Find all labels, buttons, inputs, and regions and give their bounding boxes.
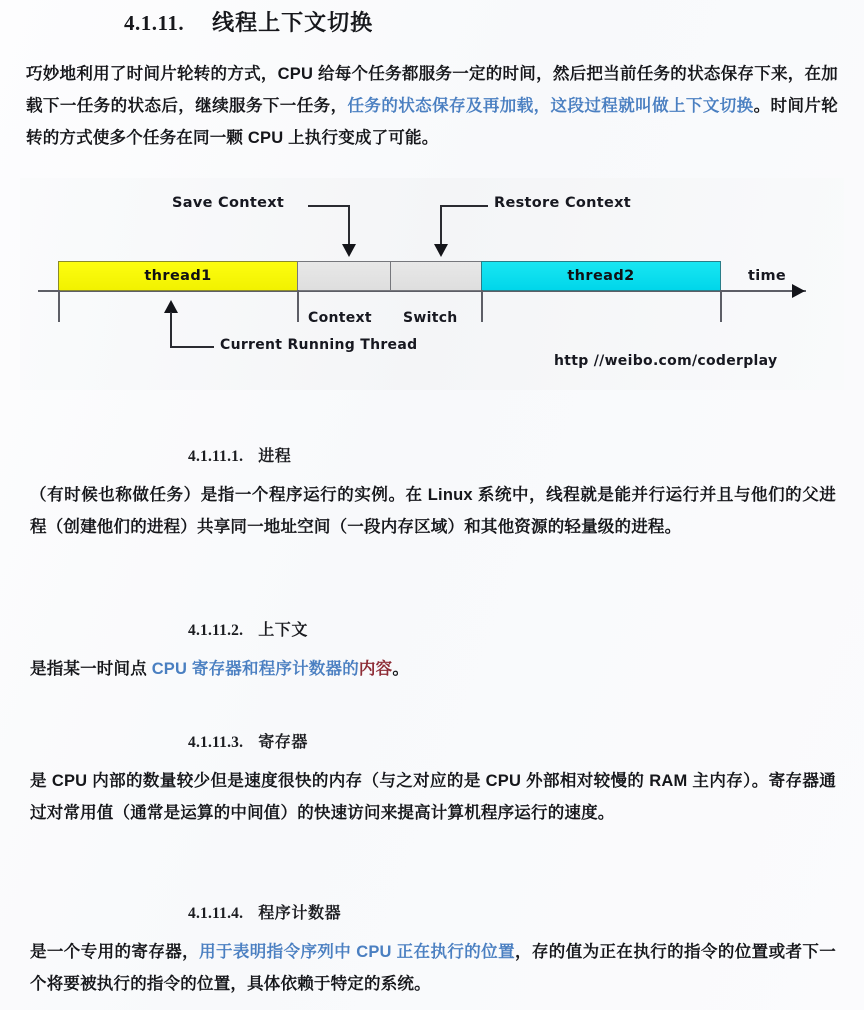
timeline-bar-switch-gap <box>390 261 482 291</box>
timeline-bar-context-gap <box>297 261 391 291</box>
section-context-text-highlight: CPU 寄存器和程序计数器的 <box>151 660 359 678</box>
timeline-tick-thread2-start <box>481 290 483 322</box>
main-heading-title: 线程上下文切换 <box>212 10 374 35</box>
diagram-label-current-running-thread: Current Running Thread <box>220 337 418 353</box>
main-heading-number: 4.1.11. <box>124 11 185 35</box>
sub-heading-program-counter-title: 程序计数器 <box>258 905 342 922</box>
sub-heading-process <box>188 443 291 466</box>
intro-text-part2: 。时间片轮转的方式使多个任务在同一颗 CPU 上执行变成了可能。 <box>26 97 838 147</box>
intro-paragraph <box>26 58 838 154</box>
timeline-bar-thread2: thread2 <box>481 261 721 291</box>
thread-context-switch-diagram <box>20 178 844 390</box>
diagram-label-context: Context <box>308 310 372 326</box>
current-thread-leader-horizontal <box>170 346 214 348</box>
timeline-tick-start <box>58 290 60 322</box>
timeline-bar-thread1: thread1 <box>58 261 298 291</box>
sub-heading-process-number: 4.1.11.1. <box>188 448 244 465</box>
sub-heading-context-title: 上下文 <box>258 622 309 639</box>
sub-heading-context <box>188 617 308 640</box>
section-process-body <box>30 479 836 543</box>
intro-text-part1: 巧妙地利用了时间片轮转的方式，CPU 给每个任务都服务一定的时间，然后把当前任务的状态保存下来，在加载下一任务的状态后，继续服务下一任务， <box>26 65 838 115</box>
sub-heading-program-counter-number: 4.1.11.4. <box>188 905 244 922</box>
save-context-leader-horizontal <box>308 205 350 207</box>
diagram-label-save-context: Save Context <box>172 195 285 211</box>
diagram-label-switch: Switch <box>403 310 458 326</box>
sub-heading-register-title: 寄存器 <box>258 734 309 751</box>
section-register-text: 是 CPU 内部的数量较少但是速度很快的内存（与之对应的是 CPU 外部相对较慢的 RAM 主内存）。寄存器通过对常用值（通常是运算的中间值）的快速访问来提高计算机程序运行的速度。 <box>30 772 836 822</box>
restore-context-leader-horizontal <box>442 205 488 207</box>
section-context-text-part1: 是指某一时间点 <box>30 660 152 678</box>
timeline-axis-arrowhead <box>792 284 805 298</box>
intro-text-highlight: 任务的状态保存及再加载，这段过程就叫做上下文切换 <box>347 97 754 115</box>
diagram-label-time: time <box>748 268 787 284</box>
sub-heading-process-title: 进程 <box>258 448 292 465</box>
section-register-body <box>30 765 836 829</box>
current-thread-leader-vertical <box>170 312 172 348</box>
diagram-watermark-url: http //weibo.com/coderplay <box>554 353 778 369</box>
section-program-counter-text-part1: 是一个专用的寄存器， <box>30 943 200 961</box>
save-context-arrowhead <box>342 244 356 257</box>
diagram-label-restore-context: Restore Context <box>494 195 632 211</box>
section-program-counter-body <box>30 936 836 1000</box>
restore-context-arrowhead <box>434 244 448 257</box>
section-process-text: （有时候也称做任务）是指一个程序运行的实例。在 Linux 系统中，线程就是能并行运行并且与他们的父进程（创建他们的进程）共享同一地址空间（一段内存区域）和其他资源的轻量级的进程。 <box>30 486 836 536</box>
sub-heading-register <box>188 729 308 752</box>
timeline-tick-thread2-end <box>720 290 722 322</box>
section-program-counter-text-highlight: 用于表明指令序列中 CPU 正在执行的位置 <box>199 943 515 961</box>
timeline-tick-thread1-end <box>297 290 299 322</box>
section-program-counter-text-part2: ，存的值为正在执行的指令的位置或者下一个将要被执行的指令的位置，具体依赖于特定的系统。 <box>30 943 836 993</box>
sub-heading-register-number: 4.1.11.3. <box>188 734 244 751</box>
save-context-leader-vertical <box>348 205 350 245</box>
main-heading <box>124 6 373 37</box>
section-context-text-part2: 。 <box>392 660 410 678</box>
section-context-text-emphasis: 内容 <box>358 660 393 678</box>
sub-heading-program-counter <box>188 900 341 923</box>
section-context-body <box>30 653 836 685</box>
restore-context-leader-vertical <box>440 205 442 245</box>
sub-heading-context-number: 4.1.11.2. <box>188 622 244 639</box>
